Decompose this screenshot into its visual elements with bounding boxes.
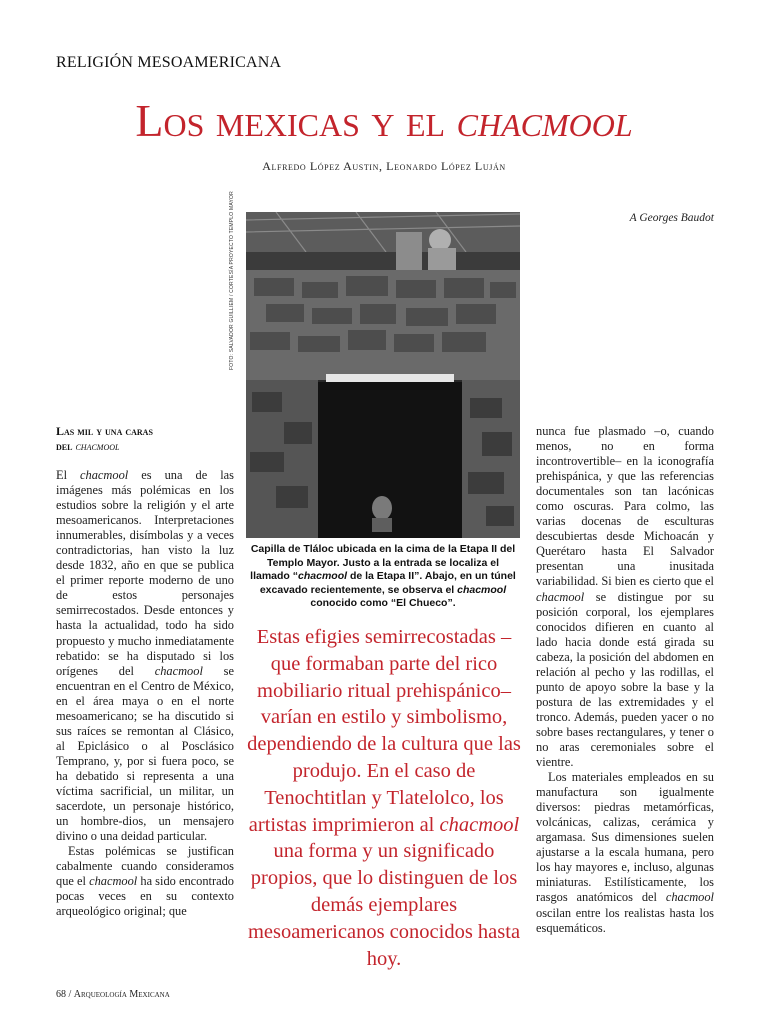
- text-run: Los materiales empleados en su manufactura son igualmente diversos: piedras metamórficas, volcánicas, calizas, cerámica y argamasa. Sus dimensiones suelen ajustarse a la escala humana, pero los hay mayores e, incluso, algunas miniaturas. Estilísticamente, los rasgos anatómicos del: [536, 770, 714, 905]
- text-run-italic: chacmool: [665, 890, 714, 905]
- title-main: Los mexicas y el: [135, 95, 446, 146]
- subheading-italic: chacmool: [75, 439, 120, 453]
- subheading-line-1: Las mil y una caras: [56, 424, 153, 438]
- paragraph: [536, 424, 714, 770]
- text-run: conocido como “El Chueco”.: [310, 597, 456, 610]
- title-italic: chacmool: [456, 95, 633, 146]
- right-body-text: [536, 424, 714, 936]
- templo-mayor-photo: [246, 212, 520, 538]
- text-run: ha sido encontrado pocas veces en su contexto arqueológico original; que: [56, 874, 235, 919]
- article-authors: Alfredo López Austin, Leonardo López Luján: [262, 159, 506, 173]
- photo-illustration: [246, 212, 520, 538]
- text-run: de la Etapa II”. Abajo, en un túnel excavado recientemente, se observa el: [259, 570, 516, 596]
- page-number: 68 /: [56, 989, 72, 1000]
- section-subheading: [56, 424, 234, 454]
- section-kicker: RELIGIÓN MESOAMERICANA: [56, 54, 282, 71]
- text-run: El: [56, 468, 81, 482]
- text-run: se encuentran en el Centro de México, en el área maya o en el norte mesoamericano; se ha discutido si sus raíces se remontan al Clásico, al Epiclásico o al Posclásico Temprano, y, por si fuera poco, se ha debatido si representa a una víctima sacrificial, un militar, un sacerdote, un personaje histórico, un hombre-dios, un mensajero divino o una deidad particular.: [56, 663, 235, 844]
- text-run-italic: chacmool: [80, 468, 129, 482]
- text-run-italic: chacmool: [154, 663, 203, 678]
- text-run-italic: chacmool: [89, 874, 138, 889]
- text-run: Estas efigies semirrecostadas –que formaban parte del rico mobiliario ritual prehispánico– varían en estilo y simbolismo, dependiendo de la cultura que las produjo. En el caso de Tenochtitlan y Tlatelolco, los artistas imprimieron al: [247, 626, 521, 836]
- photo-caption: [250, 543, 516, 611]
- article-title: [0, 94, 768, 147]
- text-run-italic: chacmool: [439, 813, 520, 836]
- text-run-italic: chacmool: [298, 570, 348, 583]
- text-run-italic: chacmool: [457, 583, 507, 596]
- page-footer: [56, 989, 170, 1000]
- pull-quote: [246, 624, 522, 972]
- text-run: nunca fue plasmado –o, cuando menos, no en forma incontrovertible– en la iconografía prehispánica, y que las referencias documentales son tan lacónicas como oscuras. Para colmo, las varias docenas de esculturas descubiertas desde Michoacán y Querétaro hasta El Salvador presentan una inusitada variabilidad. Si bien es cierto que el: [536, 424, 714, 589]
- dedication: A Georges Baudot: [629, 212, 714, 224]
- text-run: oscilan entre los realistas hasta los esquemáticos.: [536, 905, 714, 935]
- text-run: es una de las imágenes más polémicas en los estudios sobre la religión y el arte mesoamericanos. Interpretaciones innumerables, disímbolas y a veces contradictorias, han visto la luz desde 1832, año en que se publica el primer reporte moderno de uno de estos personajes semirrecostados. Desde entonces y hasta la actualidad, todo ha sido propuesto y mucho inmediatamente rebatido: se ha disputado si los orígenes del: [56, 468, 235, 678]
- magazine-name: Arqueología Mexicana: [73, 989, 170, 1000]
- paragraph: [56, 844, 234, 919]
- text-run-italic: chacmool: [536, 589, 585, 604]
- right-column: [536, 424, 714, 936]
- text-run: Capilla de Tláloc ubicada en la cima de la Etapa II del Templo Mayor. Justo a la entrada se localiza el llamado “: [250, 543, 516, 583]
- left-body-text: [56, 468, 234, 919]
- text-run: se distingue por su posición corporal, los ejemplares conocidos difieren en cuanto al lado hacia donde está girada su cabeza, la posición del abdomen en relación al pecho y las rodillas, el punto de apoyo sobre la base y la postura de las extremidades y el tronco. Además, pueden yacer o no sobre bases rectangulares, y tener o no aras ceremoniales sobre el vientre.: [536, 589, 714, 770]
- photo-credit: FOTO: SALVADOR GUILLIEM / CORTESÍA PROYECTO TEMPLO MAYOR: [229, 191, 235, 370]
- subheading-line-2: del: [56, 439, 76, 453]
- paragraph: [56, 468, 234, 844]
- left-column: [56, 424, 234, 919]
- paragraph: [536, 770, 714, 936]
- text-run: Estas polémicas se justifican cabalmente cuando consideramos que el: [56, 844, 234, 889]
- text-run: una forma y un significado propios, que lo distinguen de los demás ejemplares mesoamericanos conocidos hasta hoy.: [247, 840, 521, 970]
